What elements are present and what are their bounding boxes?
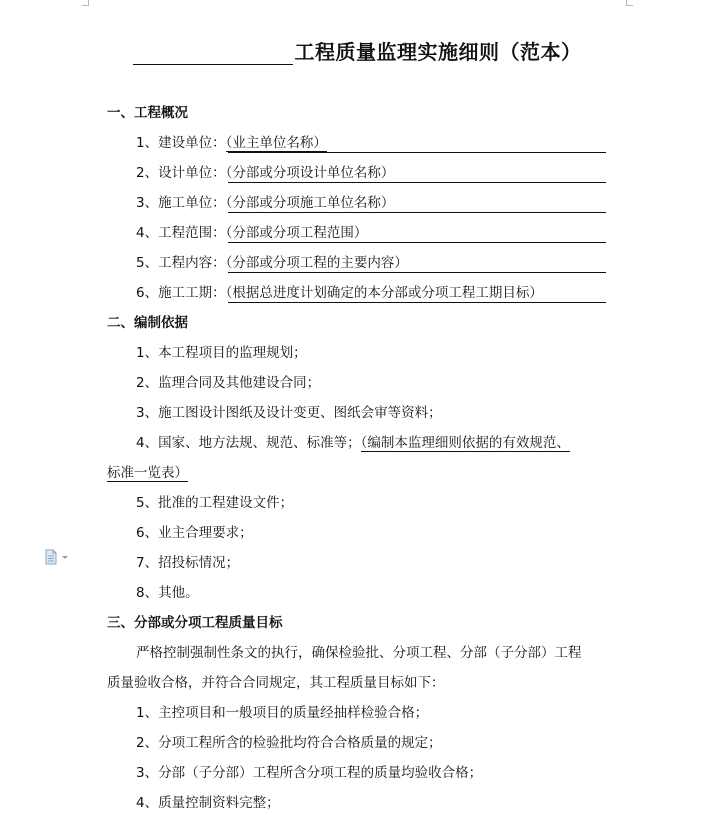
field-row — [136, 163, 606, 183]
crop-mark-top-left — [82, 5, 89, 6]
paragraph-line: 质量验收合格，并符合合同规定，其工程质量目标如下： — [107, 675, 445, 691]
field-label: 1、建设单位： — [136, 135, 226, 151]
crop-mark-top-right — [626, 5, 633, 6]
list-item: 3、施工图设计图纸及设计变更、图纸会审等资料； — [136, 405, 442, 421]
list-item: 2、分项工程所含的检验批均符合合格质量的规定； — [136, 735, 442, 751]
field-value: （业主单位名称） — [225, 135, 327, 151]
field-row — [136, 283, 606, 303]
field-underline — [225, 223, 606, 243]
field-value: （分部或分项设计单位名称） — [225, 165, 395, 181]
list-item-text: 4、国家、地方法规、规范、标准等； — [136, 435, 361, 451]
section-heading: 三、分部或分项工程质量目标 — [107, 615, 283, 631]
list-item: 7、招投标情况； — [136, 555, 240, 571]
list-item: 2、监理合同及其他建设合同； — [136, 375, 321, 391]
field-label: 3、施工单位： — [136, 195, 226, 211]
field-row — [136, 193, 606, 213]
field-value: （分部或分项工程范围） — [225, 225, 368, 241]
field-underline — [225, 133, 606, 153]
document-title — [0, 36, 714, 65]
list-item: 4、质量控制资料完整； — [136, 795, 280, 811]
list-item: 1、主控项目和一般项目的质量经抽样检验合格； — [136, 705, 429, 721]
list-item: 6、业主合理要求； — [136, 525, 253, 541]
field-value: （分部或分项工程的主要内容） — [225, 255, 408, 271]
title-text: 工程质量监理实施细则（范本） — [294, 40, 582, 64]
field-label: 6、施工工期： — [136, 285, 226, 301]
list-item: 5、批准的工程建设文件； — [136, 495, 294, 511]
field-underline — [225, 253, 606, 273]
field-value: （分部或分项施工单位名称） — [225, 195, 395, 211]
section-heading: 二、编制依据 — [107, 315, 188, 331]
field-underline — [225, 193, 606, 213]
section-heading: 一、工程概况 — [107, 105, 188, 121]
field-row — [136, 223, 606, 243]
list-item-continuation — [107, 463, 188, 483]
document-outline-icon[interactable] — [45, 549, 69, 565]
paragraph-line: 严格控制强制性条文的执行，确保检验批、分项工程、分部（子分部）工程 — [136, 645, 582, 661]
list-item: 1、本工程项目的监理规划； — [136, 345, 307, 361]
list-item: 8、其他。 — [136, 585, 199, 601]
field-row — [136, 133, 606, 153]
list-item-underlined-note: 标准一览表） — [107, 465, 188, 481]
title-blank-underline — [133, 42, 293, 65]
field-value: （根据总进度计划确定的本分部或分项工程工期目标） — [225, 285, 543, 301]
list-item-underlined-note: （编制本监理细则依据的有效规范、 — [360, 435, 570, 451]
list-item — [136, 433, 570, 453]
field-underline — [225, 283, 606, 303]
field-underline — [225, 163, 606, 183]
field-label: 4、工程范围： — [136, 225, 226, 241]
list-item: 3、分部（子分部）工程所含分项工程的质量均验收合格； — [136, 765, 483, 781]
field-label: 2、设计单位： — [136, 165, 226, 181]
field-label: 5、工程内容： — [136, 255, 226, 271]
field-row — [136, 253, 606, 273]
